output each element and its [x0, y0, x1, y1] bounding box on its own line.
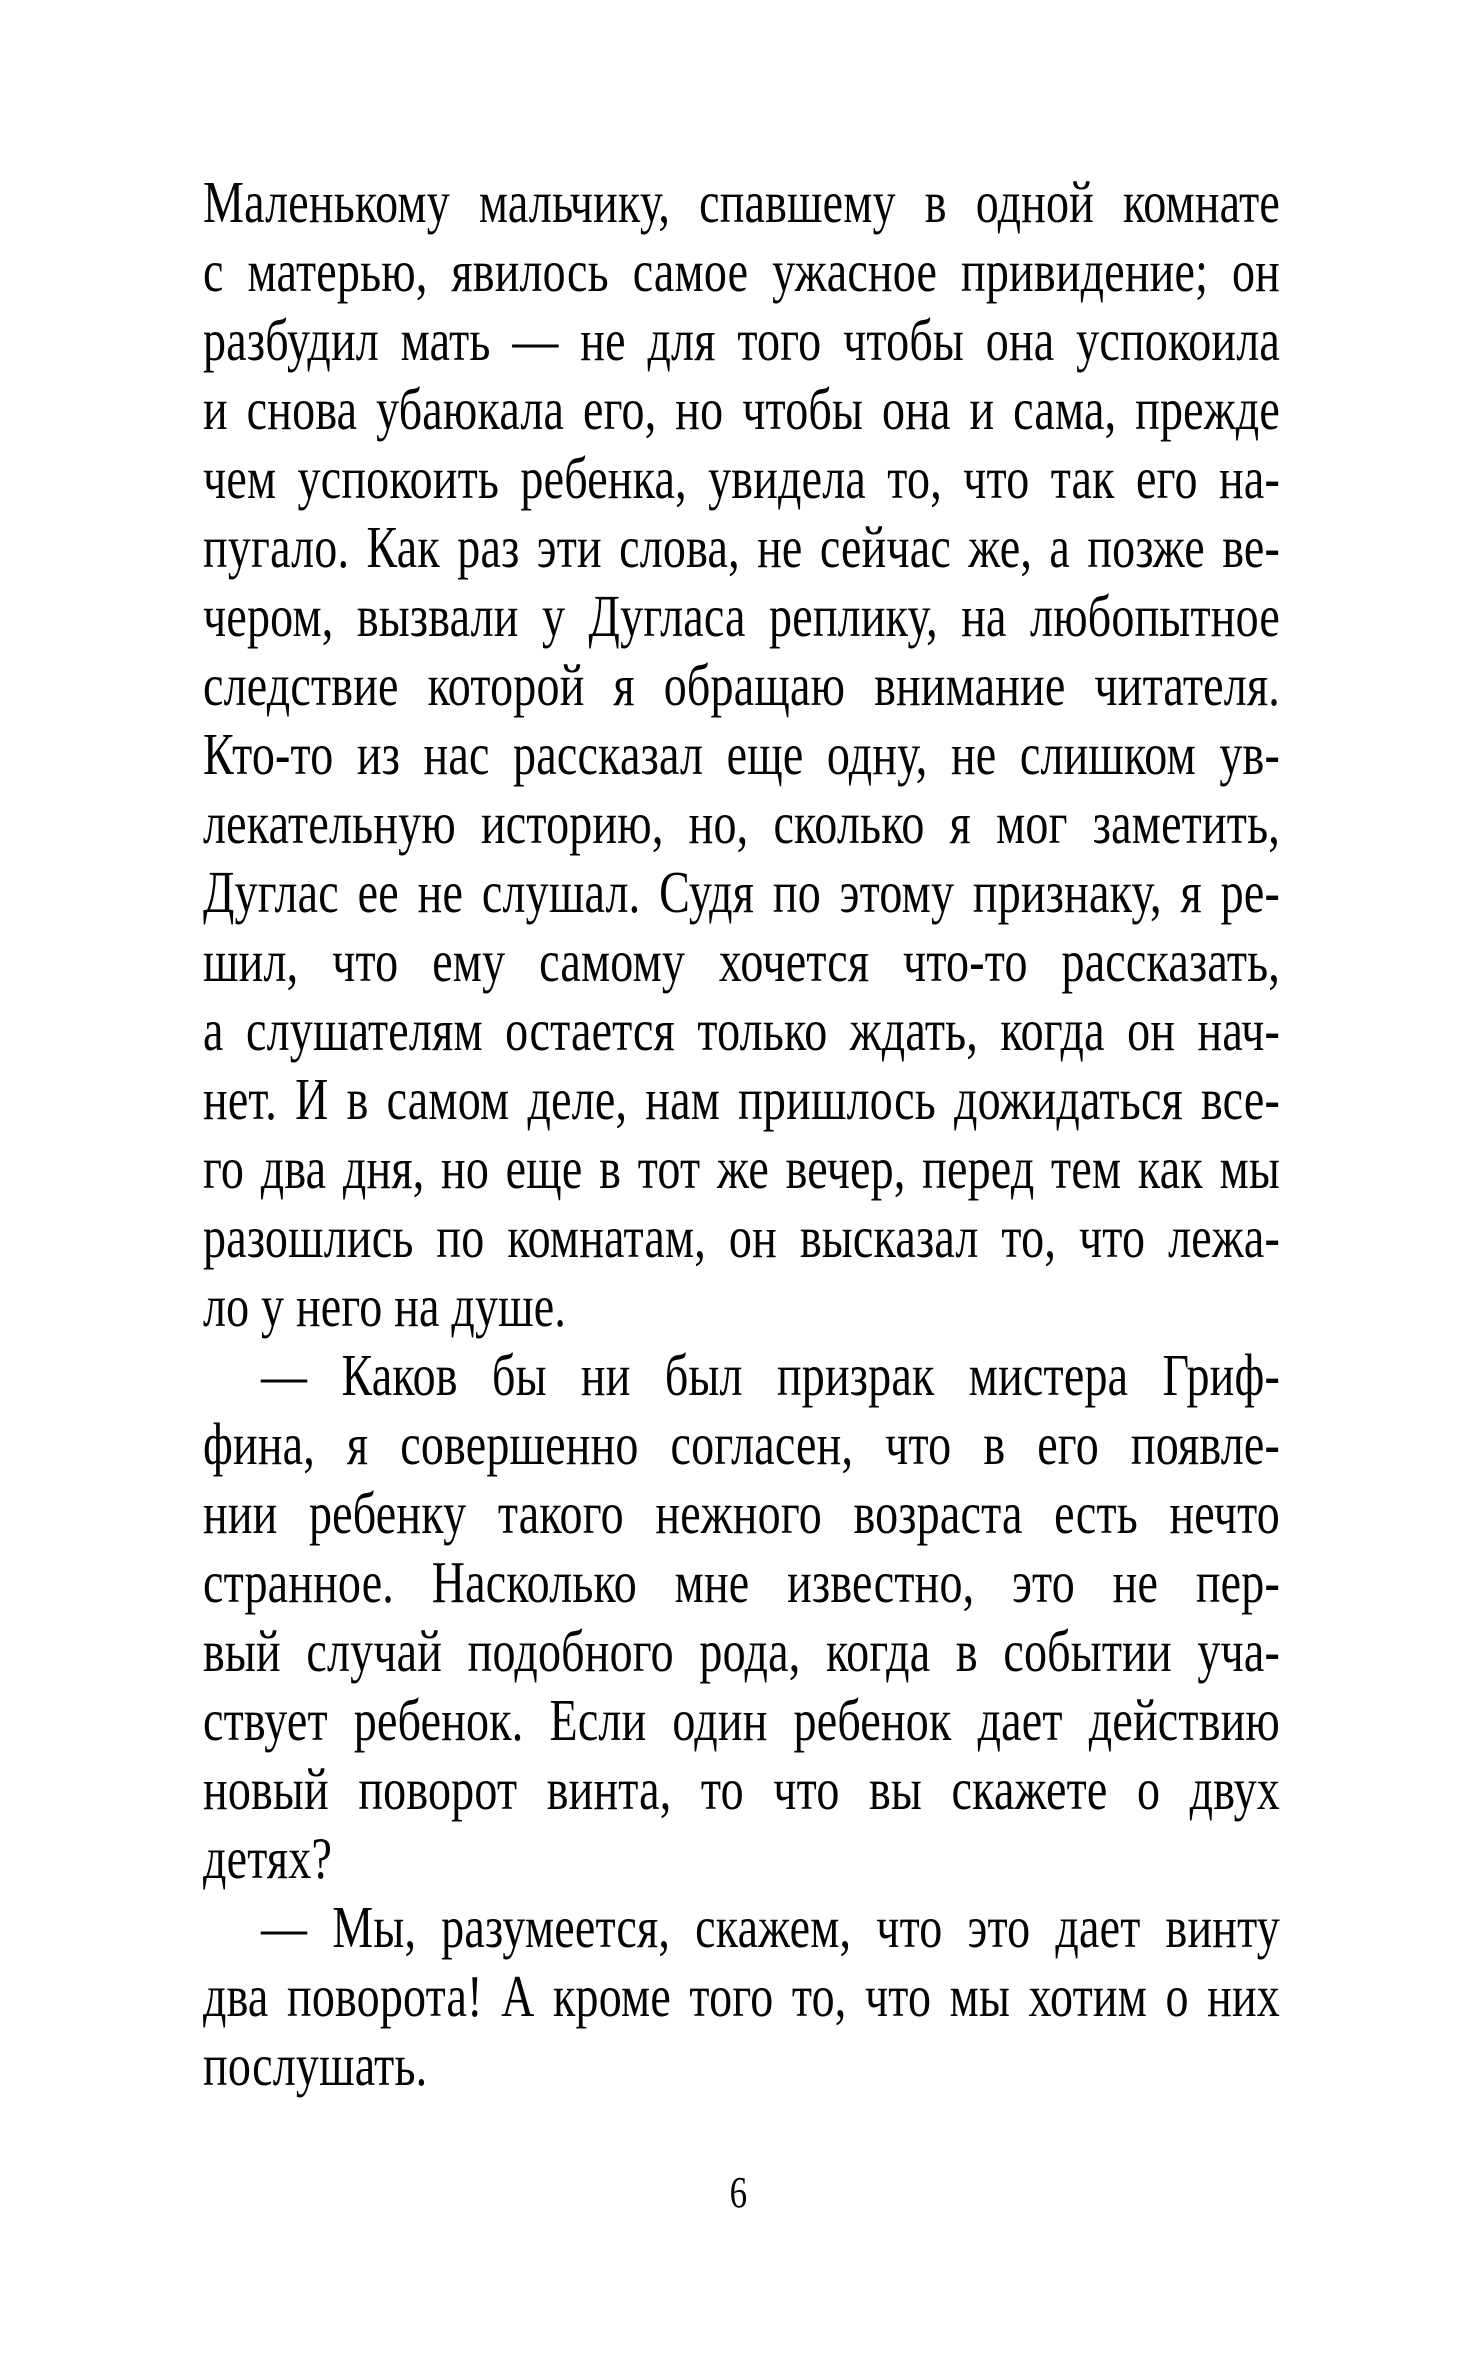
text-line-content: фина, я совершенно согласен, что в его появле-	[203, 1411, 1280, 1477]
text-line-content: — Каков бы ни был призрак мистера Гриф-	[261, 1342, 1280, 1408]
text-line-content: а слушателям остается только ждать, когда он нач-	[203, 997, 1280, 1063]
text-line-content: детях?	[203, 1825, 333, 1891]
text-line-content: ствует ребенок. Если один ребенок дает действию	[203, 1687, 1280, 1753]
text-line-content: го два дня, но еще в тот же вечер, перед тем как мы	[203, 1135, 1280, 1201]
text-line-content: новый поворот винта, то что вы скажете о двух	[203, 1756, 1280, 1822]
text-line-content: странное. Насколько мне известно, это не пер-	[203, 1549, 1280, 1615]
text-line-content: послушать.	[203, 2032, 428, 2098]
text-line-content: ло у него на душе.	[203, 1273, 567, 1339]
text-line-content: разбудил мать — не для того чтобы она успокоила	[203, 307, 1280, 373]
text-line-content: Кто-то из нас рассказал еще одну, не слишком ув-	[203, 721, 1280, 787]
text-line-content: чем успокоить ребенка, увидела то, что так его на-	[203, 445, 1280, 511]
text-line-content: разошлись по комнатам, он высказал то, что лежа-	[203, 1204, 1280, 1270]
text-line-content: следствие которой я обращаю внимание читателя.	[203, 652, 1280, 718]
text-line	[203, 1756, 1280, 1828]
text-line-content: чером, вызвали у Дугласа реплику, на любопытное	[203, 583, 1280, 649]
page-number	[0, 2162, 1477, 2231]
page-number-value: 6	[729, 2167, 748, 2218]
text-block	[203, 169, 1280, 2104]
text-line-content: и снова убаюкала его, но чтобы она и сама, прежде	[203, 376, 1280, 442]
text-line-content: лекательную историю, но, сколько я мог заметить,	[203, 790, 1280, 856]
text-line-content: Маленькому мальчику, спавшему в одной комнате	[203, 169, 1280, 235]
text-line	[203, 2032, 1280, 2104]
text-line-content: пугало. Как раз эти слова, не сейчас же, а позже ве-	[203, 514, 1280, 580]
text-line-content: шил, что ему самому хочется что-то рассказать,	[203, 928, 1280, 994]
text-line-content: нии ребенку такого нежного возраста есть нечто	[203, 1480, 1280, 1546]
text-line-content: нет. И в самом деле, нам пришлось дожидаться все-	[203, 1066, 1280, 1132]
text-line-content: два поворота! А кроме того то, что мы хотим о них	[203, 1963, 1280, 2029]
text-line-content: с матерью, явилось самое ужасное привидение; он	[203, 238, 1280, 304]
text-line-content: — Мы, разумеется, скажем, что это дает винту	[261, 1894, 1280, 1960]
text-line-content: вый случай подобного рода, когда в событии уча-	[203, 1618, 1280, 1684]
text-line-content: Дуглас ее не слушал. Судя по этому признаку, я ре-	[203, 859, 1280, 925]
